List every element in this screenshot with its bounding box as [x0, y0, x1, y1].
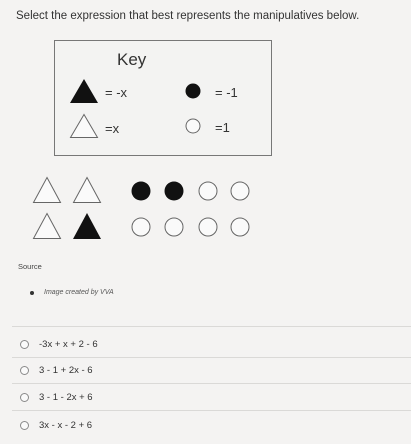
divider: [12, 410, 411, 411]
divider: [12, 383, 411, 384]
bullet-icon: [30, 291, 34, 295]
radio-button[interactable]: [20, 393, 29, 402]
answer-choice-3[interactable]: [20, 386, 93, 408]
key-title: Key: [117, 50, 147, 69]
manip-outline-circle: [230, 217, 250, 237]
radio-button[interactable]: [20, 366, 29, 375]
choice-text: -3x + x + 2 - 6: [39, 338, 98, 350]
manip-outline-triangle: [72, 176, 102, 204]
outline-triangle-icon: [69, 113, 99, 139]
divider: [12, 326, 411, 327]
key-label-neg-one: = -1: [215, 85, 238, 100]
manip-outline-circle: [164, 217, 184, 237]
manip-outline-circle: [131, 217, 151, 237]
filled-triangle-icon: [69, 78, 99, 104]
answer-choice-1[interactable]: [20, 333, 98, 355]
filled-circle-icon: [185, 83, 201, 99]
source-label: Source: [18, 262, 42, 271]
radio-button[interactable]: [20, 340, 29, 349]
manip-outline-circle: [198, 217, 218, 237]
manip-outline-triangle: [32, 176, 62, 204]
key-box: [54, 40, 272, 156]
answer-choice-2[interactable]: [20, 359, 93, 381]
manip-filled-circle: [131, 181, 151, 201]
manip-filled-circle: [164, 181, 184, 201]
question-text: Select the expression that best represents the manipulatives below.: [16, 10, 360, 22]
answer-choice-4[interactable]: [20, 414, 92, 436]
choice-text: 3 - 1 + 2x - 6: [39, 364, 93, 376]
key-label-one: =1: [215, 120, 230, 135]
choice-text: 3 - 1 - 2x + 6: [39, 391, 93, 403]
manip-outline-circle: [198, 181, 218, 201]
divider: [12, 357, 411, 358]
outline-circle-icon: [185, 118, 201, 134]
choice-text: 3x - x - 2 + 6: [39, 419, 93, 431]
source-item: Image created by VVA: [44, 289, 114, 296]
manip-outline-circle: [230, 181, 250, 201]
manip-outline-triangle: [32, 212, 62, 240]
key-label-neg-x: = -x: [105, 85, 128, 100]
key-label-x: =x: [105, 121, 120, 136]
manip-filled-triangle: [72, 212, 102, 240]
radio-button[interactable]: [20, 421, 29, 430]
